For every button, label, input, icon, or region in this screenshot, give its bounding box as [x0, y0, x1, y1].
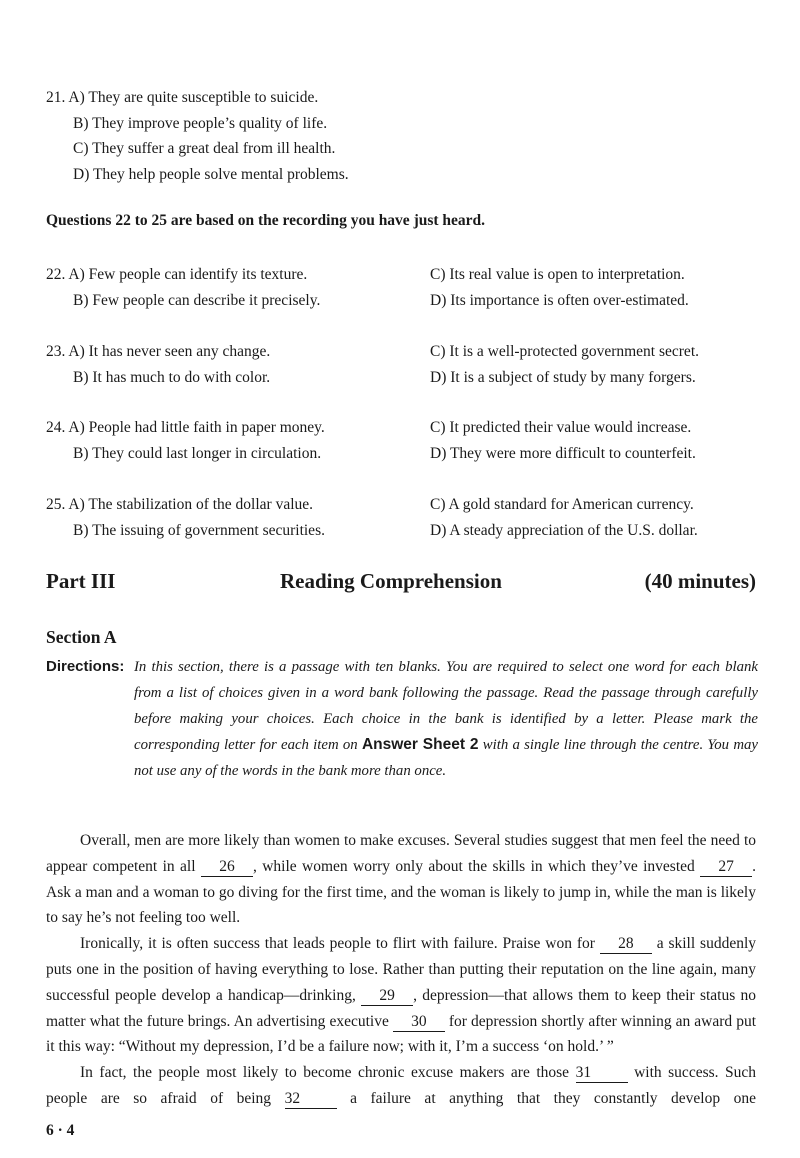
question-21-option-a: 21. A) They are quite susceptible to suicide. — [46, 89, 319, 106]
passage-paragraph-2: Ironically, it is often success that leads people to flirt with failure. Praise won for 28 a skill suddenly puts one in the position of having everything to lose. Rather than putting their reputation on the line again, many successful people develop a handicap—drinking, 29 , depression—that allows them to keep their status no matter what the future brings. An advertising executive 30 for depression shortly after winning an award put it this way: “Without my depression, I’d be a failure now; with it, I’m a success ‘on hold.’ ” — [46, 935, 757, 1056]
question-25 — [46, 492, 756, 543]
passage-paragraph-1: Overall, men are more likely than women to make excuses. Several studies suggest that men feel the need to appear competent in all 26 , while women worry only about the skills in which they’ve invested 27 . Ask a man and a woman to go diving for the first time, and the woman is likely to jump in, while the man is likely to say he’s not feeling too well. — [46, 832, 757, 927]
question-21 — [46, 85, 349, 187]
question-25-option-b: B) The issuing of government securities. — [73, 521, 325, 539]
question-24 — [46, 415, 756, 466]
question-23-option-a: 23. A) It has never seen any change. — [46, 343, 271, 360]
part-heading — [46, 569, 756, 599]
blank-31: 31 — [576, 1064, 628, 1083]
directions — [46, 654, 758, 784]
passage — [46, 828, 756, 1112]
question-21-option-d: D) They help people solve mental problems. — [73, 165, 349, 183]
question-22 — [46, 262, 756, 313]
blank-26: 26 — [201, 858, 253, 877]
blank-27: 27 — [700, 858, 752, 877]
part-label: Part III — [46, 569, 116, 593]
page-number: 6 · 4 — [46, 1122, 75, 1139]
question-25-option-c: C) A gold standard for American currency. — [430, 496, 694, 513]
directions-text: In this section, there is a passage with ten blanks. You are required to select one word for each blank from a list of choices given in a word bank following the passage. Read the passage through carefully before making your choices. Each choice in the bank is identified by a letter. Please mark the corresponding letter for each item on Answer Sheet 2 with a single line through the centre. You may not use any of the words in the bank more than once. — [134, 659, 758, 779]
question-21-option-c: C) They suffer a great deal from ill health. — [73, 140, 336, 157]
question-23-option-d: D) It is a subject of study by many forgers. — [430, 368, 696, 386]
passage-paragraph-3: In fact, the people most likely to become chronic excuse makers are those 31 with success. Such people are so afraid of being 32 a failure at anything that they constantly develop one — [46, 1064, 757, 1107]
question-22-option-a: 22. A) Few people can identify its texture. — [46, 266, 308, 283]
question-24-option-c: C) It predicted their value would increase. — [430, 419, 692, 436]
question-22-option-b: B) Few people can describe it precisely. — [73, 291, 321, 309]
directions-label: Directions: — [46, 658, 125, 675]
blank-32: 32 — [285, 1090, 337, 1109]
question-24-option-b: B) They could last longer in circulation. — [73, 444, 322, 462]
question-23-option-c: C) It is a well-protected government secret. — [430, 343, 699, 360]
question-25-option-d: D) A steady appreciation of the U.S. dollar. — [430, 521, 698, 539]
question-23-option-b: B) It has much to do with color. — [73, 368, 271, 386]
question-21-number: 21. — [46, 89, 66, 106]
part-title: Reading Comprehension — [280, 569, 502, 593]
question-24-option-a: 24. A) People had little faith in paper money. — [46, 419, 325, 436]
question-22-option-d: D) Its importance is often over-estimated. — [430, 291, 689, 309]
question-25-option-a: 25. A) The stabilization of the dollar value. — [46, 496, 314, 513]
question-21-option-b: B) They improve people’s quality of life. — [73, 114, 328, 132]
question-23 — [46, 339, 756, 390]
questions-header: Questions 22 to 25 are based on the recording you have just heard. — [46, 212, 486, 229]
part-time: (40 minutes) — [644, 569, 756, 593]
question-24-option-d: D) They were more difficult to counterfeit. — [430, 444, 696, 462]
section-title: Section A — [46, 627, 117, 647]
blank-30: 30 — [393, 1013, 445, 1032]
question-22-option-c: C) Its real value is open to interpretation. — [430, 266, 685, 283]
answer-sheet-label: Answer Sheet 2 — [361, 736, 479, 753]
blank-29: 29 — [361, 987, 413, 1006]
blank-28: 28 — [600, 935, 652, 954]
